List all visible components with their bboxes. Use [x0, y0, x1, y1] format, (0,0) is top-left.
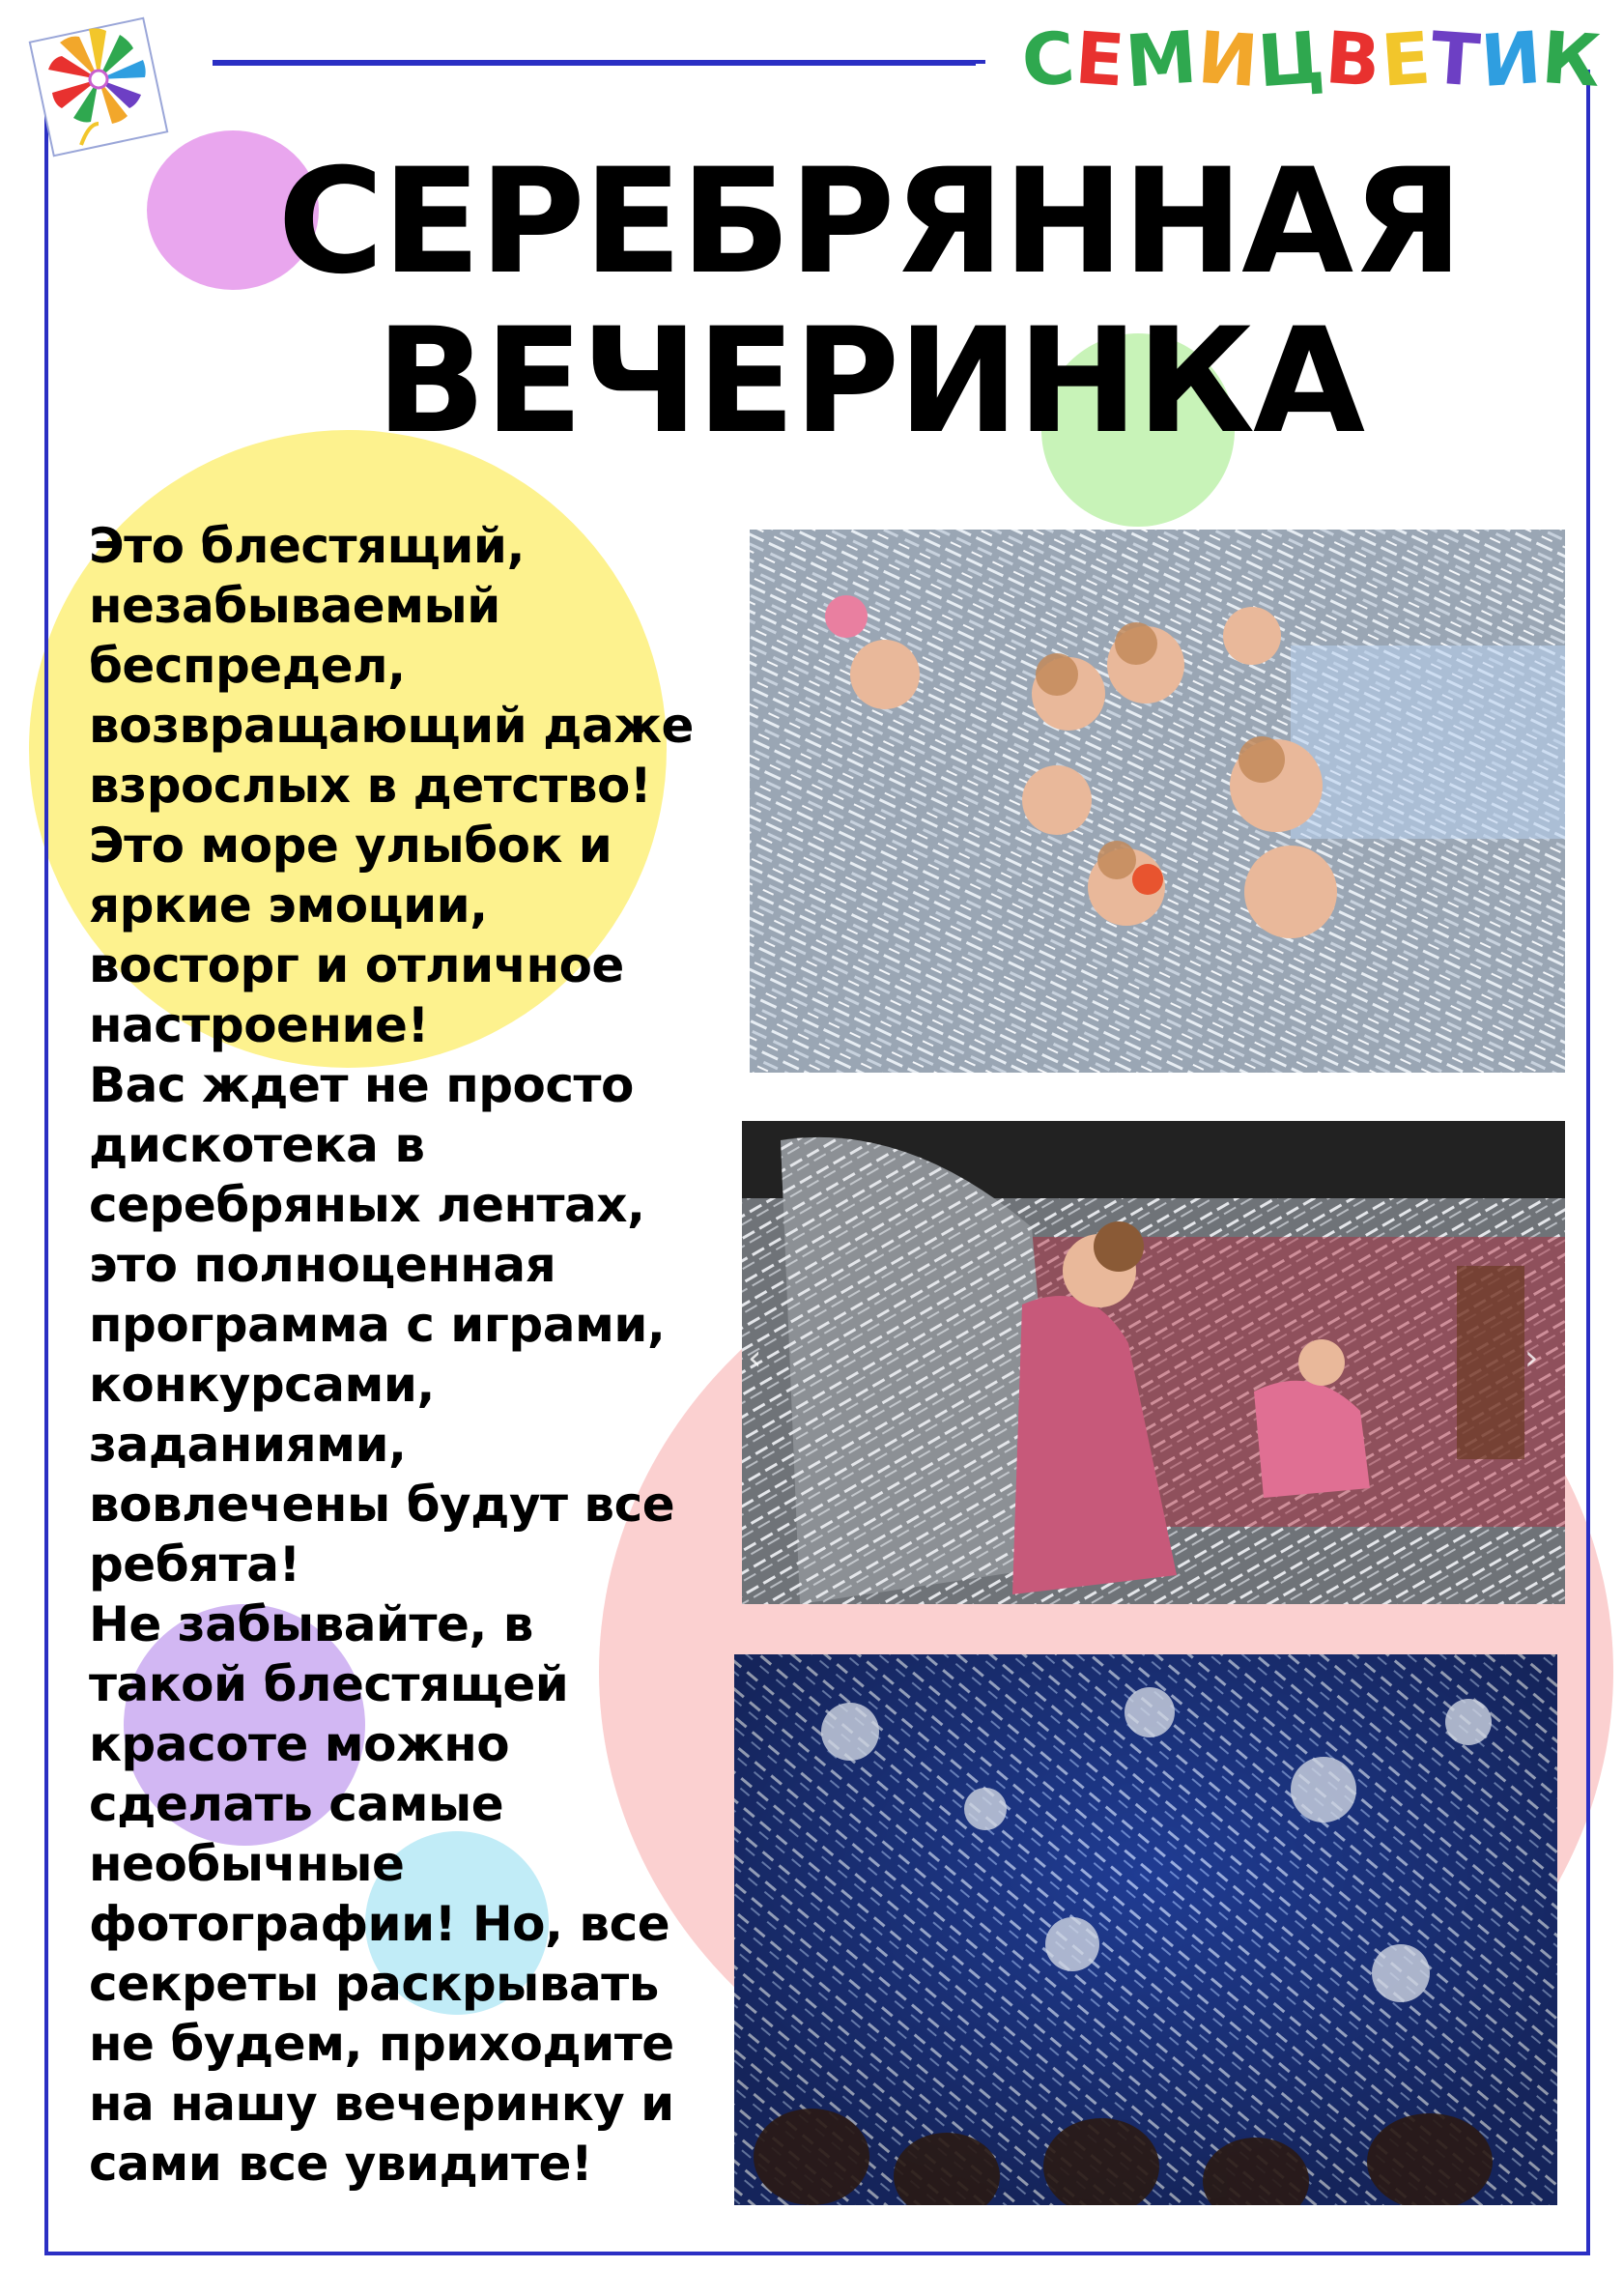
blue-lit-tinsel-party-photo — [734, 1654, 1557, 2205]
description-text: Это блестящий, незабываемый беспредел, возвращающий даже взрослых в детство! Это море улыбок и яркие эмоции, восторг и отличное настроение! Вас ждет не просто дискотека в серебряных лентах, это полноценная программа с играми, конкурсами, заданиями, вовлечены будут все ребята! Не забывайте, в такой блестящей красоте можно сделать самые необычные фотографии! Но, все секреты раскрывать не будем, приходите на нашу вечеринку и сами все увидите! — [89, 518, 694, 2192]
title-line-1: СЕРЕБРЯННАЯ — [277, 138, 1462, 306]
brand-letter: С — [1019, 16, 1079, 103]
brand-letter: И — [1194, 15, 1262, 104]
brand-letter: Ц — [1255, 15, 1329, 104]
brand-letter: В — [1323, 16, 1384, 103]
brand-letter: М — [1122, 15, 1201, 104]
brand-letter: Е — [1378, 16, 1435, 103]
brand-letter: К — [1538, 15, 1604, 104]
brand-letter: Е — [1072, 16, 1128, 103]
children-lying-in-tinsel-photo — [750, 530, 1565, 1073]
flower-logo-icon — [21, 10, 176, 169]
page-title — [222, 138, 1517, 466]
header-line — [213, 60, 985, 64]
title-line-2: ВЕЧЕРИНКА — [375, 298, 1364, 466]
brand-letter: Т — [1428, 16, 1484, 103]
brand-logotype — [1019, 15, 1604, 104]
brand-letter: И — [1477, 15, 1545, 104]
carousel-prev-icon[interactable]: ‹ — [748, 1338, 762, 1378]
girl-with-silver-tinsel-photo — [742, 1121, 1565, 1604]
carousel-next-icon[interactable]: › — [1524, 1338, 1539, 1378]
